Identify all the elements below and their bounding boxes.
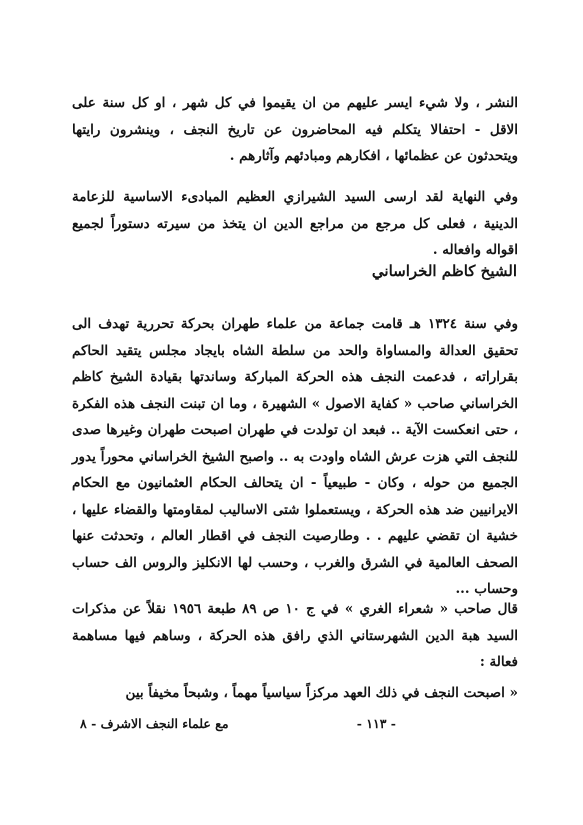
section-heading: الشيخ كاظم الخراساني — [371, 262, 517, 280]
paragraph-quote: « اصبحت النجف في ذلك العهد مركزاً سياسياً مهماً ، وشبحاً مخيفاً بين — [125, 685, 518, 701]
paragraph-conclusion: وفي النهاية لقد ارسى السيد الشيرازي العظيم المبادىء الاساسية للزعامة الدينية ، فعلى كل مرجع من مراجع الدين ان يتخذ من سيرته دستوراً لجميع اقواله وافعاله . — [72, 189, 518, 258]
page-footer — [80, 716, 526, 740]
paragraph-body: وفي سنة ١٣٢٤ هـ قامت جماعة من علماء طهران بحركة تحررية تهدف الى تحقيق العدالة والمساواة والحد من سلطة الشاه بايجاد مجلس يتقيد الحاكم بقراراته ، فدعمت النجف هذه الحركة المباركة وساندتها بقيادة الشيخ كاظم الخراساني صاحب « كفاية الاصول » الشهيرة ، وما ان تبنت النجف هذه الفكرة ، حتى انعكست الآية .. فبعد ان تولدت في طهران اصبحت طهران وغيرها صدى للنجف التي هزت عرش الشاه واودت به .. واصبح الشيخ الخراساني محوراً يدور الجميع من حوله ، وكان - طبيعياً - ان يتحالف الحكام العثمانيون مع الحكام الايرانيين ضد هذه الحركة ، ويستعملوا شتى الاساليب لمقاومتها والقضاء عليها ، خشية ان تقضي عليهم . . وطارصيت النجف في اقطار العالم ، وتحدثت عنها الصحف العالمية في الشرق والغرب ، وحسب لها الانكليز والروس الف حساب وحساب ... — [72, 316, 518, 597]
running-title: مع علماء النجف الاشرف - ٨ — [80, 716, 229, 731]
page-number: - ١١٣ - — [356, 716, 396, 731]
paragraph-quote-intro: قال صاحب « شعراء الغري » في ج ١٠ ص ٨٩ طبعة ١٩٥٦ نقلاً عن مذكرات السيد هبة الدين الشهرستاني الذي رافق هذه الحركة ، وساهم فيها مساهمة فعالة : — [72, 601, 518, 670]
paragraph-continuation: النشر ، ولا شيء ايسر عليهم من ان يقيموا في كل شهر ، او كل سنة على الاقل - احتفالا يتكلم فيه المحاضرون عن تاريخ النجف ، وينشرون رايتها ويتحدثون عن عظمائها ، افكارهم ومبادئهم وآثارهم . — [72, 95, 518, 164]
